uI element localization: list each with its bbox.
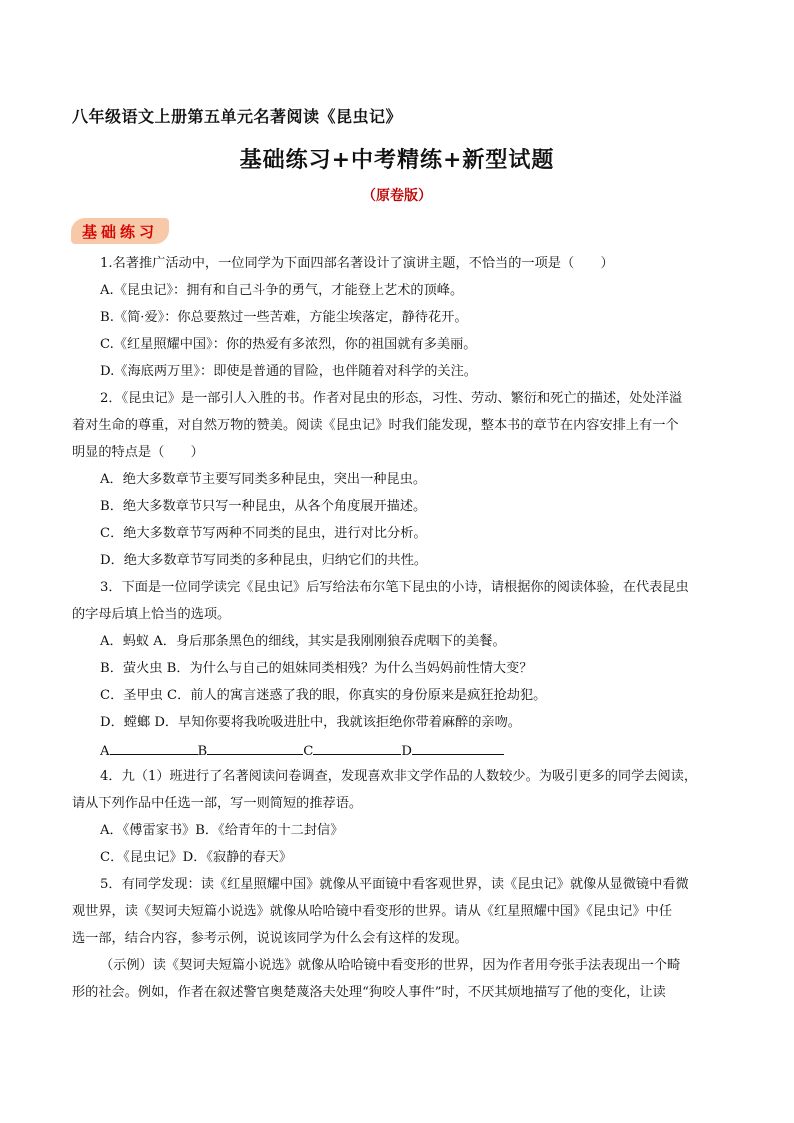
- q3-stem-line2: 的字母后填上恰当的选项。: [72, 607, 231, 622]
- q4-options-cd: C．《昆虫记》D．《寂静的春天》: [100, 850, 293, 865]
- document-title: 八年级语文上册第五单元名著阅读《昆虫记》: [72, 107, 403, 126]
- q5-example-line2: 形的社会。例如，作者在叙述警官奥楚蔑洛夫处理“狗咬人事件”时，不厌其烦地描写了他的变化，让读: [72, 985, 666, 1000]
- q3-option-d: D．螳螂 D．早知你要将我吮吸进肚中，我就该拒绝你带着麻醉的亲吻。: [100, 715, 521, 730]
- q1-option-b: B.《简·爱》：你总要熬过一些苦难，方能尘埃落定，静待花开。: [100, 310, 468, 325]
- q4-stem-line2: 请从下列作品中任选一部，写一则简短的推荐语。: [72, 796, 363, 811]
- q2-stem-line1: 2．《昆虫记》是一部引人入胜的书。作者对昆虫的形态，习性、劳动、繁衍和死亡的描述，处处洋溢: [100, 391, 683, 406]
- q4-stem-line1: 4．九（1）班进行了名著阅读问卷调查，发现喜欢非文学作品的人数较少。为吸引更多的同学去阅读，: [100, 769, 698, 784]
- q2-option-a: A．绝大多数章节主要写同类多种昆虫，突出一种昆虫。: [100, 472, 427, 487]
- q3-option-c: C．圣甲虫 C．前人的寓言迷惑了我的眼，你真实的身份原来是疯狂抢劫犯。: [100, 688, 547, 703]
- q4-options-ab: A．《傅雷家书》B．《给青年的十二封信》: [100, 823, 344, 838]
- q3-blank-d[interactable]: [412, 740, 504, 755]
- section-badge: [71, 218, 169, 244]
- q2-stem-line3: 明显的特点是（ ）: [72, 445, 204, 460]
- q3-stem-line1: 3．下面是一位同学读完《昆虫记》后写给法布尔笔下昆虫的小诗，请根据你的阅读体验，在代表昆虫: [100, 580, 689, 595]
- sub-title: （原卷版）: [362, 188, 432, 204]
- q1-option-c: C.《红星照耀中国》：你的热爱有多浓烈，你的祖国就有多美丽。: [100, 337, 477, 352]
- q5-example-line1: （示例）读《契诃夫短篇小说选》就像从哈哈镜中看变形的世界，因为作者用夸张手法表现出一个畸: [100, 958, 681, 973]
- section-badge-label: 基础练习: [81, 223, 158, 241]
- q3-blank-b[interactable]: [207, 740, 303, 755]
- q3-blank-a[interactable]: [110, 740, 198, 755]
- q5-stem-line1: 5．有同学发现：读《红星照耀中国》就像从平面镜中看客观世界，读《昆虫记》就像从显微镜中看微: [100, 877, 689, 892]
- q2-option-d: D．绝大多数章节写同类的多种昆虫，归纳它们的共性。: [100, 553, 428, 568]
- q2-stem-line2: 着对生命的尊重，对自然万物的赞美。阅读《昆虫记》时我们能发现，整本书的章节在内容安排上有一个: [72, 418, 679, 433]
- q3-blank-c-label: C: [303, 744, 314, 759]
- q5-stem-line3: 选一部，结合内容，参考示例，说说该同学为什么会有这样的发现。: [72, 931, 468, 946]
- q5-stem-line2: 观世界，读《契诃夫短篇小说选》就像从哈哈镜中看变形的世界。请从《红星照耀中国》《昆虫记》中任: [72, 904, 673, 919]
- q3-option-a: A．蚂蚁 A．身后那条黑色的细线，其实是我刚刚狼吞虎咽下的美餐。: [100, 634, 506, 649]
- q2-option-b: B．绝大多数章节只写一种昆虫，从各个角度展开描述。: [100, 499, 427, 514]
- q3-blank-c[interactable]: [313, 740, 401, 755]
- q1-option-d: D.《海底两万里》：即使是普通的冒险，也伴随着对科学的关注。: [100, 364, 477, 379]
- q2-option-c: C．绝大多数章节写两种不同类的昆虫，进行对比分析。: [100, 526, 427, 541]
- main-title: 基础练习+中考精练+新型试题: [239, 147, 555, 173]
- q3-blank-b-label: B: [197, 744, 208, 759]
- q3-blank-a-label: A: [100, 744, 110, 759]
- q3-option-b: B．萤火虫 B．为什么与自己的姐妹同类相残？为什么当妈妈前性情大变？: [100, 661, 533, 676]
- q1-option-a: A.《昆虫记》：拥有和自己斗争的勇气，才能登上艺术的顶峰。: [100, 283, 464, 298]
- q3-blank-d-label: D: [401, 744, 412, 759]
- q3-answer-blanks: [100, 740, 504, 762]
- q1-stem: 1.名著推广活动中，一位同学为下面四部名著设计了演讲主题，不恰当的一项是（ ）: [100, 256, 614, 271]
